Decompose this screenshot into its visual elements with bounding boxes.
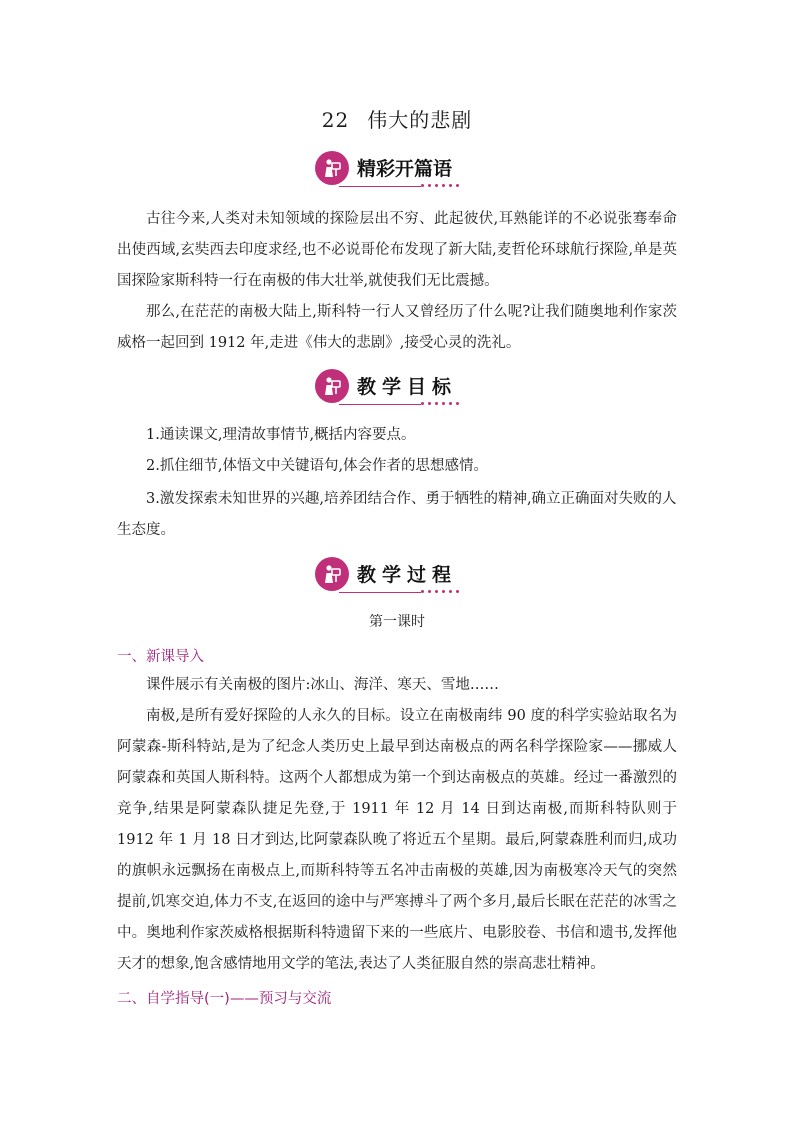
period-subtitle: 第一课时 <box>369 614 425 630</box>
opening-paragraph-1: 古往今来,人类对未知领域的探险层出不穷、此起彼伏,耳熟能详的不必说张骞奉命出使西域,玄奘西去印度求经,也不必说哥伦布发现了新大陆,麦哲伦环球航行探险,单是英国探险家斯科特一行在南极的伟大壮举,就使我们无比震撼。 <box>117 211 677 289</box>
section-banner-objectives <box>315 369 465 409</box>
section-title-opening: 精彩开篇语 <box>357 158 453 180</box>
objective-3: 3.激发探索未知世界的兴趣,培养团结合作、勇于牺牲的精神,确立正确面对失败的人生态度。 <box>117 491 677 538</box>
heading-self-study: 二、自学指导(一)——预习与交流 <box>117 991 332 1007</box>
banner-underline <box>339 186 421 187</box>
lesson-title <box>0 104 794 133</box>
banner-dots <box>421 590 459 594</box>
person-sign-icon <box>315 369 349 403</box>
lesson-name: 伟大的悲剧 <box>367 108 473 132</box>
section-banner-process <box>315 557 465 597</box>
lesson-number: 22 <box>321 108 350 132</box>
person-sign-icon <box>315 557 349 591</box>
banner-underline <box>339 592 421 593</box>
opening-paragraph-2: 那么,在茫茫的南极大陆上,斯科特一行人又曾经历了什么呢?让我们随奥地利作家茨威格一起回到 1912 年,走进《伟大的悲剧》,接受心灵的洗礼。 <box>117 304 677 351</box>
heading-new-lesson-intro: 一、新课导入 <box>117 649 204 665</box>
person-sign-icon <box>315 151 349 185</box>
objective-1: 1.通读课文,理清故事情节,概括内容要点。 <box>146 427 416 443</box>
section-banner-opening <box>315 151 465 191</box>
section-title-objectives: 教学目标 <box>357 376 458 398</box>
intro-paragraph-1: 课件展示有关南极的图片:冰山、海洋、寒天、雪地…… <box>146 677 499 693</box>
intro-paragraph-2: 南极,是所有爱好探险的人永久的目标。设立在南极南纬 90 度的科学实验站取名为阿蒙森-斯科特站,是为了纪念人类历史上最早到达南极点的两名科学探险家——挪威人阿蒙森和英国人斯科特。这两个人都想成为第一个到达南极点的英雄。经过一番激烈的竞争,结果是阿蒙森队捷足先登,于 1911 年 12 月 14 日到达南极,而斯科特队则于 1912 年 1 月 18 日才到达,比阿蒙森队晚了将近五个星期。最后,阿蒙森胜利而归,成功的旗帜永远飘扬在南极点上,而斯科特等五名冲击南极的英雄,因为南极寒冷天气的突然提前,饥寒交迫,体力不支,在返回的途中与严寒搏斗了两个多月,最后长眠在茫茫的冰雪之中。奥地利作家茨威格根据斯科特遗留下来的一些底片、电影胶卷、书信和遗书,发挥他天才的想象,饱含感情地用文学的笔法,表达了人类征服自然的崇高悲壮精神。 <box>117 708 677 972</box>
banner-dots <box>421 402 459 406</box>
objective-2: 2.抓住细节,体悟文中关键语句,体会作者的思想感情。 <box>146 458 489 474</box>
banner-underline <box>339 404 421 405</box>
section-title-process: 教学过程 <box>357 564 458 586</box>
banner-dots <box>421 184 459 188</box>
